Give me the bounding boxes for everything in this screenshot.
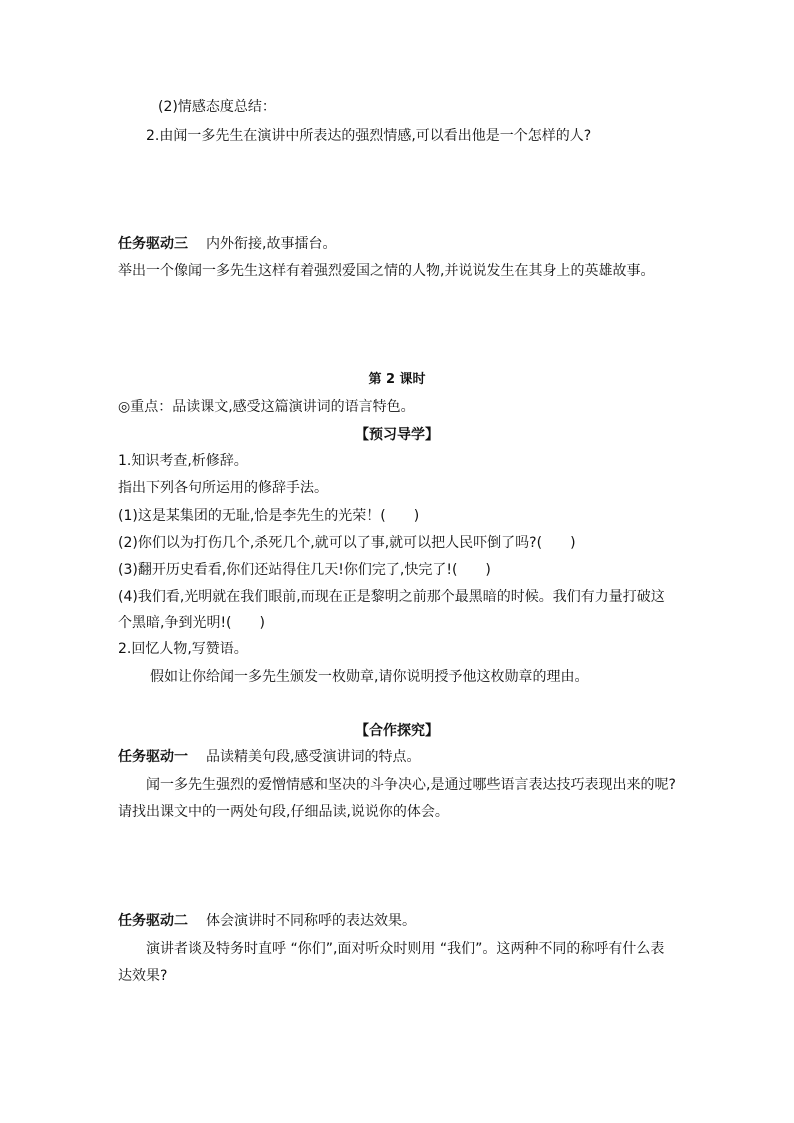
rhetoric-item-4-line-1: (4)我们看,光明就在我们眼前,而现在正是黎明之前那个最黑暗的时候。我们有力量打破这 — [118, 589, 665, 605]
task-2-text-line-1: 演讲者谈及特务时直呼 “你们”,面对听众时则用 “我们”。这两种不同的称呼有什么表 — [146, 941, 665, 957]
task-1-heading — [118, 748, 420, 766]
task-1-text-line-1: 闻一多先生强烈的爱憎情感和坚决的斗争决心,是通过哪些语言表达技巧表现出来的呢? — [146, 777, 676, 793]
task-1-title: 品读精美句段,感受演讲词的特点。 — [206, 749, 421, 765]
rhetoric-item-1: (1)这是某集团的无耻,恰是李先生的光荣！( ) — [118, 508, 420, 524]
task-1-label: 任务驱动一 — [118, 749, 188, 765]
preview-item-1-title: 1.知识考查,析修辞。 — [118, 453, 248, 469]
question-2: 2.由闻一多先生在演讲中所表达的强烈情感,可以看出他是一个怎样的人? — [146, 128, 592, 144]
task-3-prompt: 举出一个像闻一多先生这样有着强烈爱国之情的人物,并说说发生在其身上的英雄故事。 — [118, 263, 655, 279]
lesson-2-focus: ◎重点：品读课文,感受这篇演讲词的语言特色。 — [118, 399, 415, 415]
task-2-text-line-2: 达效果? — [118, 968, 168, 984]
task-3-title: 内外衔接,故事擂台。 — [206, 236, 337, 252]
rhetoric-item-2: (2)你们以为打伤几个,杀死几个,就可以了事,就可以把人民吓倒了吗?( ) — [118, 535, 576, 551]
task-2-label: 任务驱动二 — [118, 913, 188, 929]
task-1-text-line-2: 请找出课文中的一两处句段,仔细品读,说说你的体会。 — [118, 804, 449, 820]
task-3-heading — [118, 235, 336, 253]
preview-item-2-prompt: 假如让你给闻一多先生颁发一枚勋章,请你说明授予他这枚勋章的理由。 — [150, 669, 589, 685]
preview-item-2-title: 2.回忆人物,写赞语。 — [118, 641, 248, 657]
preview-heading: 【预习导学】 — [355, 427, 439, 443]
task-2-title: 体会演讲时不同称呼的表达效果。 — [206, 913, 416, 929]
task-2-heading — [118, 912, 416, 930]
rhetoric-item-4-line-2: 个黑暗,争到光明!( ) — [118, 615, 265, 631]
emotion-summary-item: (2)情感态度总结： — [158, 99, 276, 115]
task-3-label: 任务驱动三 — [118, 236, 188, 252]
cooperation-heading: 【合作探究】 — [355, 723, 439, 739]
lesson-2-heading: 第 2 课时 — [368, 372, 426, 387]
preview-item-1-instruction: 指出下列各句所运用的修辞手法。 — [118, 480, 328, 496]
rhetoric-item-3: (3)翻开历史看看,你们还站得住几天!你们完了,快完了!( ) — [118, 562, 491, 578]
